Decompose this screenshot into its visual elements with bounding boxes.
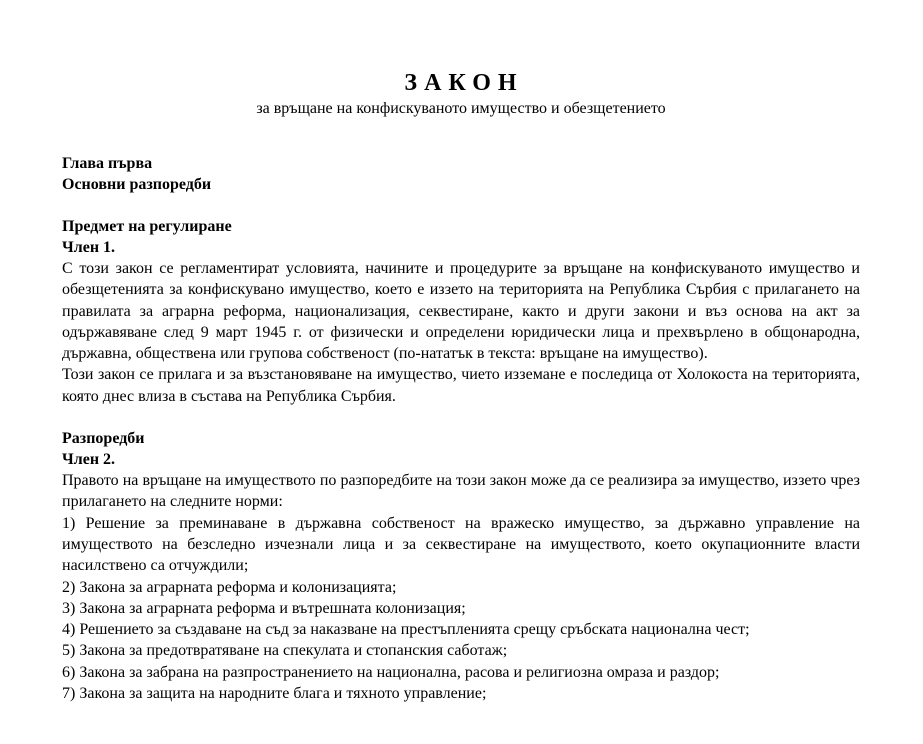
spacer xyxy=(62,195,860,216)
document-page xyxy=(62,68,860,704)
section-heading-subject: Предмет на регулиране xyxy=(62,218,232,235)
article-1-paragraph-2: Този закон се прилага и за възстановяване на имущество, чието изземане е последица от Холокоста на територията, която днес влиза в състава на Република Сърбия. xyxy=(62,366,860,405)
article-2-item-6: 6) Закона за забрана на разпространението на национална, расова и религиозна омраза и раздор; xyxy=(62,663,720,681)
article-2-item-4: 4) Решението за създаване на съд за наказване на престъпленията срещу сръбската национална чест; xyxy=(62,621,750,639)
article-2-item-3: 3) Закона за аграрната реформа и вътрешната колонизация; xyxy=(62,599,466,617)
article-2-item-2: 2) Закона за аграрната реформа и колонизацията; xyxy=(62,578,397,596)
document-subtitle: за връщане на конфискуваното имущество и обезщетението xyxy=(256,100,666,117)
article-2-paragraph-intro: Правото на връщане на имуществото по разпоредбите на този закон може да се реализира за имущество, иззето чрез прилагането на следните норми: xyxy=(62,472,860,511)
chapter-number: Глава първа xyxy=(62,155,153,172)
article-2-item-1: 1) Решение за преминаване в държавна собственост на вражеско имущество, за държавно управление на имуществото на безследно изчезнали лица и за секвестиране на имуществото, което окупационните власти насилствено са отчуждили; xyxy=(62,514,860,575)
article-2-item-5: 5) Закона за предотвратяване на спекулата и стопанския саботаж; xyxy=(62,642,508,660)
section-heading-provisions: Разпоредби xyxy=(62,430,145,448)
article-1-paragraph-1: С този закон се регламентират условията, начините и процедурите за връщане на конфискуваното имущество и обезщетенията за конфискувано имущество, което е иззето на територията на Република Сърбия с прилагането на правилата за аграрна реформа, национализация, секвестиране, както и други закони и въз основа на акт за одържавяване след 9 март 1945 г. от физически и определени юридически лица и прехвърлено в общонародна, държавна, обществена или групова собственост (по-нататък в текста: връщане на имущество). xyxy=(62,260,860,363)
article-2-label: Член 2. xyxy=(62,451,116,469)
article-1-label: Член 1. xyxy=(62,239,116,256)
article-2-item-7: 7) Закона за защита на народните блага и тяхното управление; xyxy=(62,685,487,703)
chapter-name: Основни разпоредби xyxy=(62,176,212,193)
document-title: ЗАКОН xyxy=(404,70,524,96)
spacer xyxy=(62,407,860,428)
